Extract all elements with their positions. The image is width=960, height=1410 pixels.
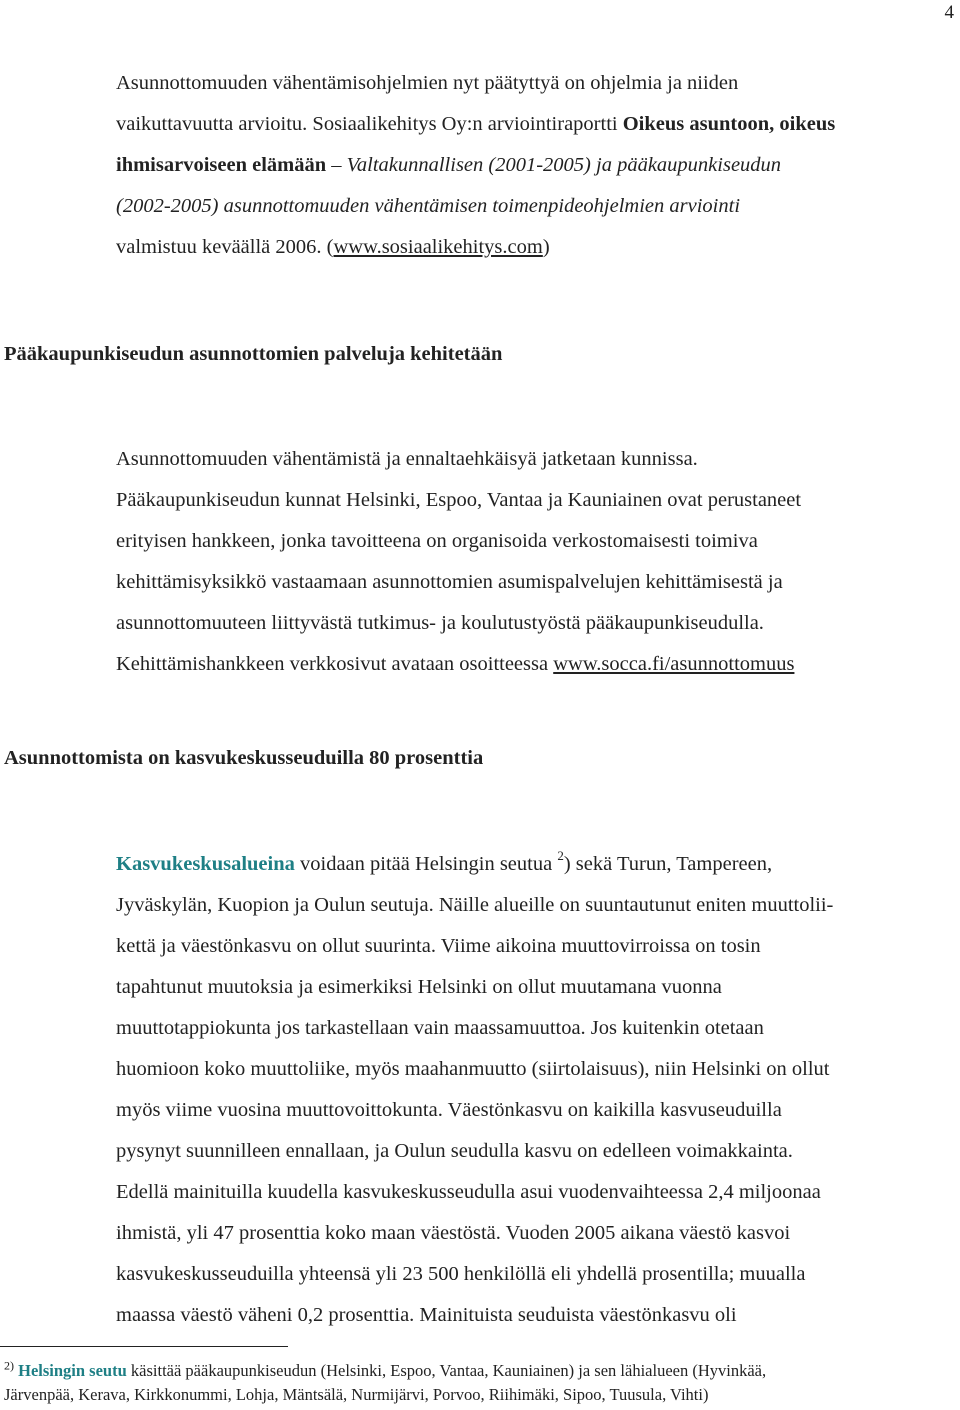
para1-line-3 [116, 152, 781, 178]
footnote-text: käsittää pääkaupunkiseudun (Helsinki, Espoo, Vantaa, Kauniainen) ja sen lähialueen (Hyvinkää, [126, 1361, 767, 1380]
para1-text: valmistuu keväällä 2006. ( [116, 236, 334, 258]
para2-line-5: asunnottomuuteen liittyvästä tutkimus- ja koulutustyöstä pääkaupunkiseudulla. [116, 612, 764, 634]
para3-line-9: Edellä mainituilla kuudella kasvukeskusseudulla asui vuodenvaihteessa 2,4 miljoonaa [116, 1181, 821, 1203]
para3-line-4: tapahtunut muutoksia ja esimerkiksi Helsinki on ollut muutamana vuonna [116, 976, 722, 998]
para3-line-12: maassa väestö väheni 0,2 prosenttia. Mainituista seuduista väestönkasvu oli [116, 1304, 737, 1326]
footnote-divider [0, 1346, 288, 1347]
para3-line-10: ihmistä, yli 47 prosenttia koko maan väestöstä. Vuoden 2005 aikana väestö kasvoi [116, 1222, 791, 1244]
para2-line-3: erityisen hankkeen, jonka tavoitteena on organisoida verkostomaisesti toimiva [116, 530, 758, 552]
report-subtitle-italic: Valtakunnallisen (2001-2005) ja pääkaupunkiseudun [346, 154, 782, 176]
para2-line-1: Asunnottomuuden vähentämistä ja ennaltaehkäisyä jatketaan kunnissa. [116, 448, 698, 470]
socca-link[interactable]: www.socca.fi/asunnottomuus [553, 653, 795, 675]
para1-line-2 [116, 111, 835, 137]
footnote-ref: 2 [557, 848, 564, 864]
sosiaalikehitys-link[interactable]: www.sosiaalikehitys.com [333, 236, 543, 258]
report-title-bold-cont: ihmisarvoiseen elämään [116, 154, 327, 176]
para3-line-8: pysynyt suunnilleen ennallaan, ja Oulun seudulla kasvu on edelleen voimakkainta. [116, 1140, 793, 1162]
dash: – [326, 154, 347, 176]
para1-line-4: (2002-2005) asunnottomuuden vähentämisen toimenpideohjelmien arviointi [116, 195, 741, 217]
section-heading-1: Pääkaupunkiseudun asunnottomien palveluja kehitetään [4, 343, 503, 365]
para3-line-1 [116, 848, 773, 877]
para2-line-6 [116, 651, 794, 677]
para2-line-2: Pääkaupunkiseudun kunnat Helsinki, Espoo, Vantaa ja Kauniainen ovat perustaneet [116, 489, 802, 511]
para3-line-11: kasvukeskusseuduilla yhteensä yli 23 500 henkilöllä eli yhdellä prosentilla; muualla [116, 1263, 806, 1285]
para3-line-6: huomioon koko muuttoliike, myös maahanmuutto (siirtolaisuus), niin Helsinki on ollut [116, 1058, 830, 1080]
para1-text: vaikuttavuutta arvioitu. Sosiaalikehitys Oy:n arviointiraportti [116, 113, 623, 135]
term-helsingin-seutu: Helsingin seutu [18, 1361, 127, 1380]
para3-text: ) sekä Turun, Tampereen, [563, 853, 773, 875]
paren-close: ) [542, 236, 550, 258]
section-heading-2: Asunnottomista on kasvukeskusseuduilla 80 prosenttia [4, 747, 484, 769]
para2-text: Kehittämishankkeen verkkosivut avataan osoitteessa [116, 653, 554, 675]
para3-line-5: muuttotappiokunta jos tarkastellaan vain maassamuuttoa. Jos kuitenkin otetaan [116, 1017, 764, 1039]
page-number: 4 [944, 2, 954, 23]
footnote-mark: 2) [4, 1358, 14, 1373]
para3-line-7: myös viime vuosina muuttovoittokunta. Väestönkasvu on kaikilla kasvuseuduilla [116, 1099, 782, 1121]
para3-text: voidaan pitää Helsingin seutua [294, 853, 558, 875]
para3-line-2: Jyväskylän, Kuopion ja Oulun seutuja. Näille alueille on suuntautunut eniten muuttolii- [116, 894, 834, 916]
term-kasvukeskusalueina: Kasvukeskusalueina [116, 853, 295, 875]
report-title-bold: Oikeus asuntoon, oikeus [622, 113, 836, 135]
para1-line-5 [116, 234, 550, 260]
para2-line-4: kehittämisyksikkö vastaamaan asunnottomien asumispalvelujen kehittämisestä ja [116, 571, 783, 593]
para1-line-1: Asunnottomuuden vähentämisohjelmien nyt päätyttyä on ohjelmia ja niiden [116, 72, 739, 94]
footnote-line-1 [4, 1358, 767, 1381]
footnote-line-2: Järvenpää, Kerava, Kirkkonummi, Lohja, Mäntsälä, Nurmijärvi, Porvoo, Riihimäki, Sipoo, Tuusula, Vihti) [4, 1385, 709, 1404]
para3-line-3: kettä ja väestönkasvu on ollut suurinta. Viime aikoina muuttovirroissa on tosin [116, 935, 761, 957]
